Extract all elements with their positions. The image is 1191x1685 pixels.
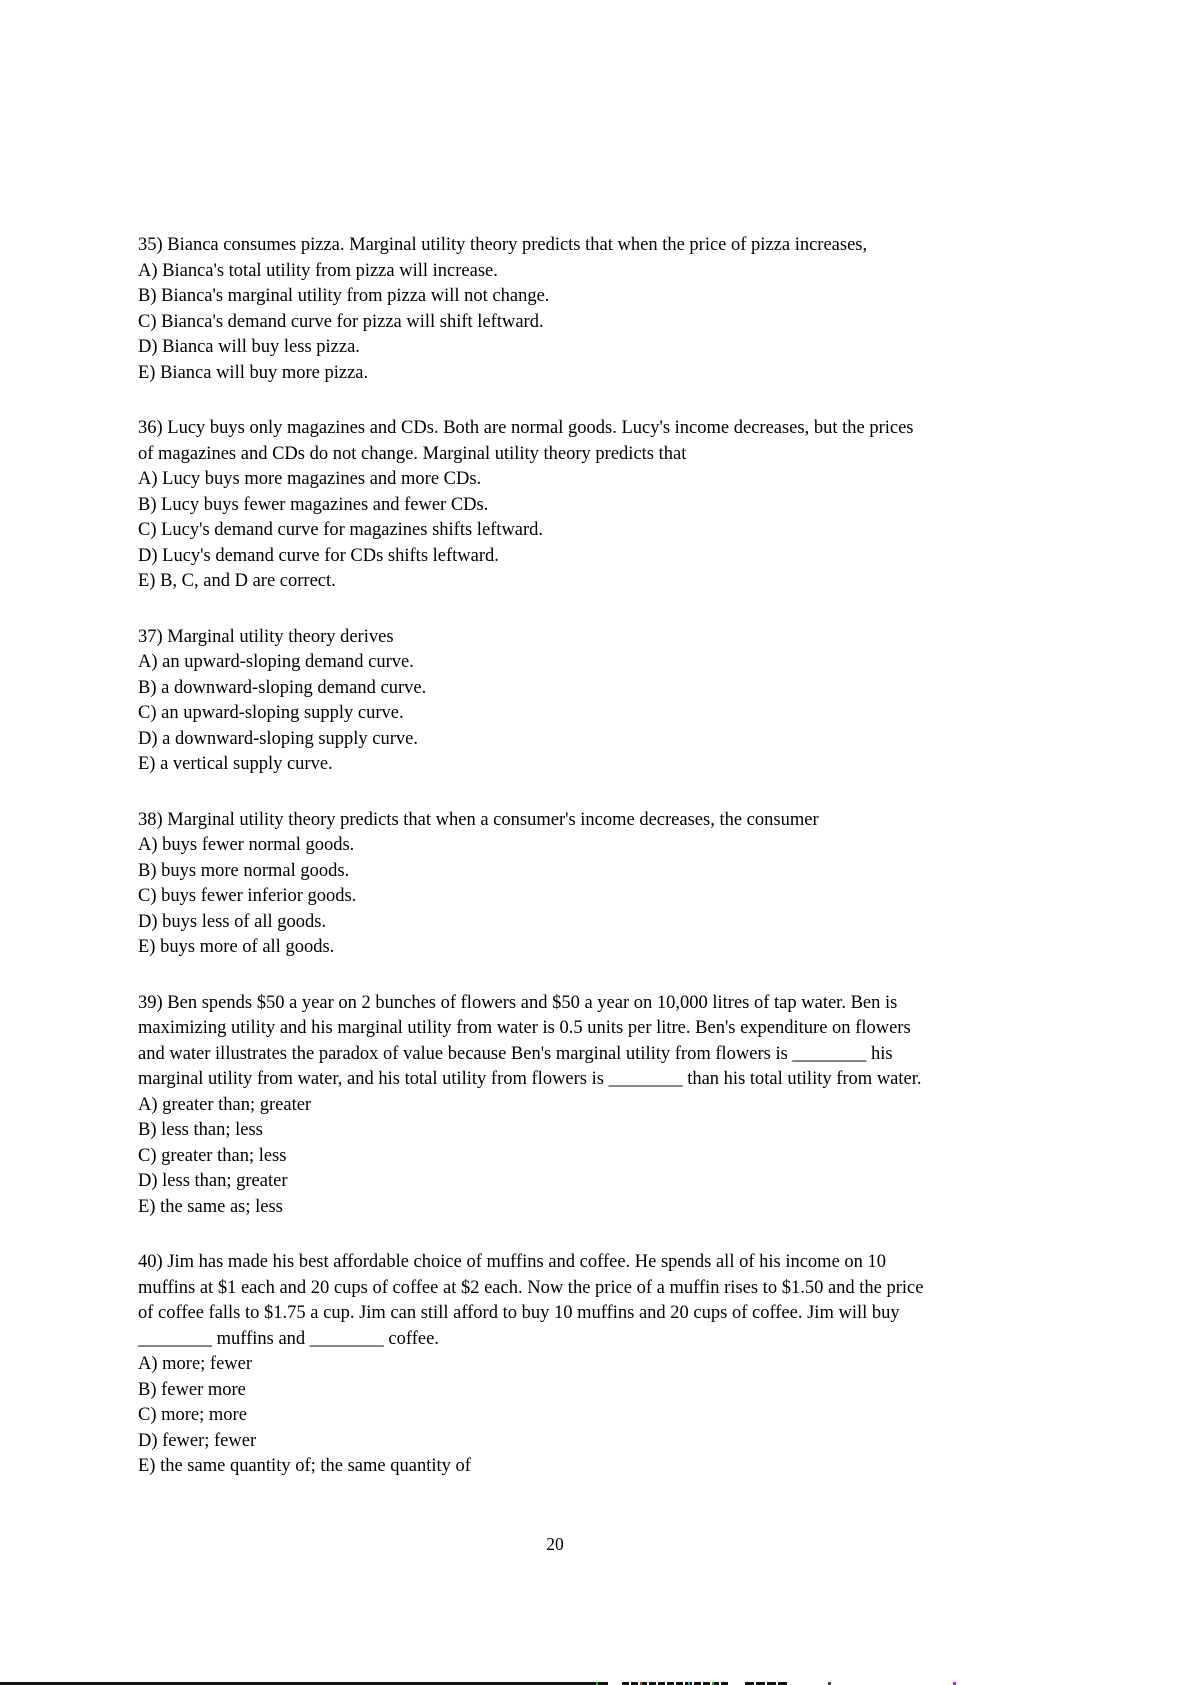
question-stem-line: ________ muffins and ________ coffee.	[138, 1328, 439, 1349]
questions-list	[138, 233, 923, 1510]
question-stem-line: of coffee falls to $1.75 a cup. Jim can still afford to buy 10 muffins and 20 cups of coffee. Jim will buy	[138, 1303, 900, 1323]
edge-noise-dot	[828, 1682, 831, 1685]
question-36	[138, 416, 923, 595]
answer-option-c: C) Lucy's demand curve for magazines shifts leftward.	[138, 520, 544, 540]
answer-option-a: A) an upward-sloping demand curve.	[138, 652, 414, 672]
question-stem-line: 40) Jim has made his best affordable choice of muffins and coffee. He spends all of his income on 10	[138, 1252, 887, 1272]
answer-option-b: B) a downward-sloping demand curve.	[138, 677, 427, 698]
answer-option-d: D) less than; greater	[138, 1171, 288, 1191]
question-37	[138, 625, 923, 778]
question-39	[138, 991, 923, 1221]
answer-option-c: C) Bianca's demand curve for pizza will shift leftward.	[138, 311, 544, 332]
answer-option-d: D) fewer; fewer	[138, 1430, 257, 1451]
answer-option-a: A) greater than; greater	[138, 1094, 312, 1115]
answer-option-c: C) an upward-sloping supply curve.	[138, 703, 404, 723]
edge-noise-speck	[712, 1682, 714, 1685]
answer-option-b: B) Bianca's marginal utility from pizza will not change.	[138, 286, 550, 306]
edge-noise-dot	[953, 1682, 956, 1685]
answer-option-a: A) buys fewer normal goods.	[138, 835, 355, 855]
question-40	[138, 1250, 923, 1480]
edge-noise-speck	[688, 1682, 690, 1685]
question-35	[138, 233, 923, 386]
question-stem-line: maximizing utility and his marginal utility from water is 0.5 units per litre. Ben's expenditure on flowers	[138, 1018, 911, 1038]
answer-option-b: B) buys more normal goods.	[138, 860, 350, 881]
edge-noise-speck	[640, 1682, 642, 1685]
answer-option-e: E) the same as; less	[138, 1196, 283, 1217]
question-stem-line: of magazines and CDs do not change. Marginal utility theory predicts that	[138, 443, 687, 464]
answer-option-e: E) B, C, and D are correct.	[138, 571, 336, 591]
answer-option-e: E) a vertical supply curve.	[138, 754, 333, 774]
question-stem-line: and water illustrates the paradox of value because Ben's marginal utility from flowers is ________ his	[138, 1043, 893, 1064]
question-38	[138, 808, 923, 961]
answer-option-a: A) Bianca's total utility from pizza will increase.	[138, 260, 498, 281]
question-stem-line: 36) Lucy buys only magazines and CDs. Both are normal goods. Lucy's income decreases, but the prices	[138, 418, 914, 438]
answer-option-e: E) Bianca will buy more pizza.	[138, 362, 369, 383]
answer-option-c: C) more; more	[138, 1405, 247, 1425]
answer-option-b: B) fewer more	[138, 1379, 246, 1400]
edge-noise-dash	[745, 1682, 787, 1685]
question-stem-line: muffins at $1 each and 20 cups of coffee at $2 each. Now the price of a muffin rises to $1.50 and the price	[138, 1277, 924, 1298]
answer-option-b: B) Lucy buys fewer magazines and fewer CDs.	[138, 494, 489, 515]
answer-option-d: D) a downward-sloping supply curve.	[138, 728, 419, 749]
question-stem-line: 37) Marginal utility theory derives	[138, 626, 394, 647]
answer-option-a: A) more; fewer	[138, 1354, 253, 1374]
edge-line	[0, 1682, 607, 1685]
question-stem-line: 38) Marginal utility theory predicts that when a consumer's income decreases, the consumer	[138, 809, 819, 830]
answer-option-e: E) buys more of all goods.	[138, 937, 335, 957]
question-stem-line: 35) Bianca consumes pizza. Marginal utility theory predicts that when the price of pizza increases,	[138, 235, 868, 255]
answer-option-d: D) Bianca will buy less pizza.	[138, 337, 360, 357]
question-stem-line: 39) Ben spends $50 a year on 2 bunches of flowers and $50 a year on 10,000 litres of tap water. Ben is	[138, 992, 898, 1013]
answer-option-b: B) less than; less	[138, 1120, 263, 1140]
page-edge-artifact	[0, 1681, 1191, 1685]
answer-option-c: C) buys fewer inferior goods.	[138, 886, 357, 906]
answer-option-d: D) Lucy's demand curve for CDs shifts leftward.	[138, 545, 499, 566]
answer-option-e: E) the same quantity of; the same quantity of	[138, 1456, 471, 1476]
answer-option-c: C) greater than; less	[138, 1145, 287, 1166]
answer-option-d: D) buys less of all goods.	[138, 911, 327, 932]
page-number: 20	[546, 1534, 564, 1554]
answer-option-a: A) Lucy buys more magazines and more CDs.	[138, 469, 482, 489]
question-stem-line: marginal utility from water, and his total utility from flowers is ________ than his total utility from water.	[138, 1069, 922, 1089]
edge-noise-dash	[596, 1682, 608, 1685]
